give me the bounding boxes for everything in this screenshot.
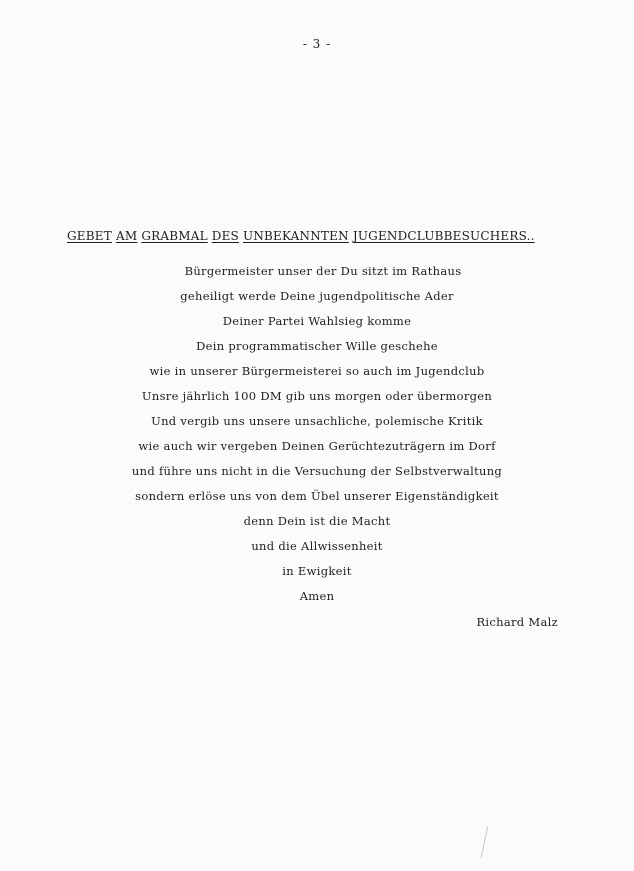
verse-line: Unsre jährlich 100 DM gib uns morgen oder übermorgen <box>141 389 493 403</box>
verse-line: Dein programmatischer Wille geschehe <box>196 339 438 353</box>
verse-line: in Ewigkeit <box>282 564 352 578</box>
verse-line: wie in unserer Bürgermeisterei so auch im Jugendclub <box>149 364 485 378</box>
verse-line: Amen <box>299 589 335 603</box>
page-number: - 3 - <box>302 37 332 51</box>
title-word: GEBET <box>67 229 112 243</box>
poem-title <box>67 229 535 243</box>
title-word: AM <box>115 229 138 243</box>
verse-line: und führe uns nicht in die Versuchung der Selbstverwaltung <box>131 464 503 478</box>
verse-line: und die Allwissenheit <box>251 539 383 553</box>
verse-line: wie auch wir vergeben Deinen Gerüchtezuträgern im Dorf <box>138 439 496 453</box>
poem-body <box>0 262 634 612</box>
verse-line: Und vergib uns unsere unsachliche, polemische Kritik <box>151 414 483 428</box>
verse-line: sondern erlöse uns von dem Übel unserer Eigenständigkeit <box>135 489 499 503</box>
title-word: UNBEKANNTEN <box>243 229 349 243</box>
verse-line: Deiner Partei Wahlsieg komme <box>222 314 412 328</box>
title-word: DES <box>211 229 239 243</box>
title-word: JUGENDCLUBBESUCHERS.. <box>352 229 535 243</box>
verse-line: denn Dein ist die Macht <box>243 514 391 528</box>
title-word: GRABMAL <box>141 229 208 243</box>
verse-line: geheiligt werde Deine jugendpolitische Ader <box>180 289 454 303</box>
verse-line: Bürgermeister unser der Du sitzt im Rathaus <box>184 264 462 278</box>
scan-artifact <box>481 826 491 858</box>
author-signature: Richard Malz <box>476 615 558 629</box>
